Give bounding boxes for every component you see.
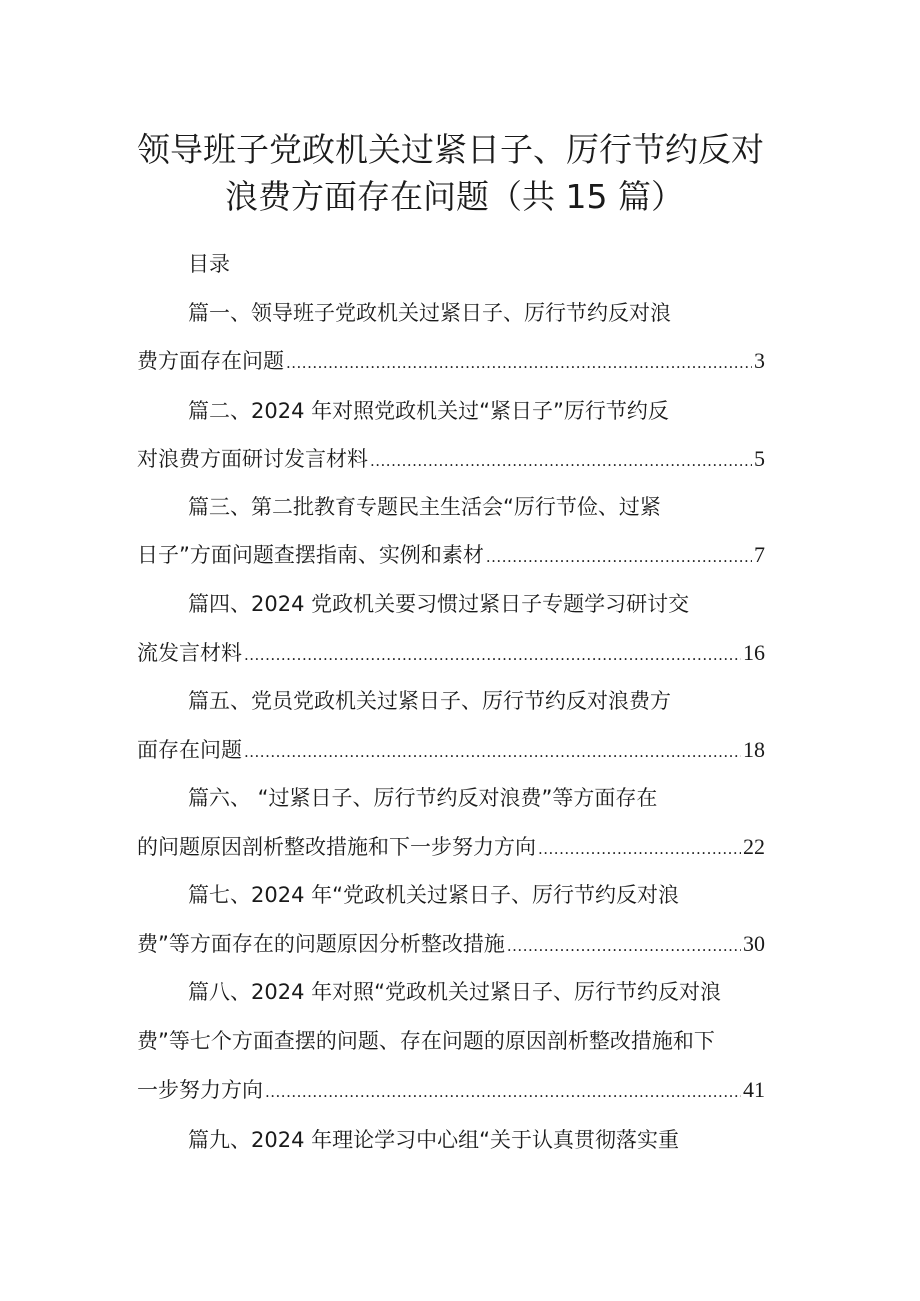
toc-entry-7-page: 30 xyxy=(743,931,765,956)
toc-leader-dots xyxy=(507,930,741,962)
toc-entry-3-line-2[interactable] xyxy=(137,539,765,573)
toc-entry-5-text: 面存在问题 xyxy=(137,738,242,762)
toc-entry-9-line-1[interactable]: 篇九、2024 年理论学习中心组“关于认真贯彻落实重 xyxy=(188,1128,679,1152)
toc-entry-7-text: 费”等方面存在的问题原因分析整改措施 xyxy=(137,932,505,956)
toc-entry-1-page: 3 xyxy=(754,348,765,373)
toc-entry-5-line-2[interactable] xyxy=(137,734,765,768)
toc-leader-dots xyxy=(370,445,752,477)
toc-entry-1-line-1[interactable]: 篇一、领导班子党政机关过紧日子、厉行节约反对浪 xyxy=(188,301,671,325)
toc-entry-6-line-1[interactable]: 篇六、 “过紧日子、厉行节约反对浪费”等方面存在 xyxy=(188,786,658,810)
toc-entry-4-page: 16 xyxy=(743,640,765,665)
toc-entry-1-text: 费方面存在问题 xyxy=(137,349,284,373)
toc-leader-dots xyxy=(538,833,741,865)
toc-entry-8-line-1[interactable]: 篇八、2024 年对照“党政机关过紧日子、厉行节约反对浪 xyxy=(188,980,721,1004)
toc-entry-2-line-2[interactable] xyxy=(137,443,765,477)
toc-entry-2-line-1[interactable]: 篇二、2024 年对照党政机关过“紧日子”厉行节约反 xyxy=(188,399,669,423)
toc-entry-7-line-2[interactable] xyxy=(137,928,765,962)
toc-entry-7-line-1[interactable]: 篇七、2024 年“党政机关过紧日子、厉行节约反对浪 xyxy=(188,883,679,907)
toc-entry-8-text: 一步努力方向 xyxy=(137,1078,263,1102)
toc-entry-4-line-1[interactable]: 篇四、2024 党政机关要习惯过紧日子专题学习研讨交 xyxy=(188,592,690,616)
toc-entry-3-text: 日子”方面问题查摆指南、实例和素材 xyxy=(137,543,484,567)
toc-leader-dots xyxy=(286,347,752,379)
toc-entry-3-line-1[interactable]: 篇三、第二批教育专题民主生活会“厉行节俭、过紧 xyxy=(188,495,661,519)
toc-leader-dots xyxy=(486,541,752,573)
toc-leader-dots xyxy=(244,736,741,768)
toc-entry-6-text: 的问题原因剖析整改措施和下一步努力方向 xyxy=(137,835,536,859)
toc-entry-4-text: 流发言材料 xyxy=(137,641,242,665)
toc-leader-dots xyxy=(265,1076,741,1108)
toc-entry-5-line-1[interactable]: 篇五、党员党政机关过紧日子、厉行节约反对浪费方 xyxy=(188,689,671,713)
toc-leader-dots xyxy=(244,639,741,671)
document-title-line-2: 浪费方面存在问题（共 15 篇） xyxy=(225,177,684,216)
toc-entry-2-text: 对浪费方面研讨发言材料 xyxy=(137,447,368,471)
toc-entry-5-page: 18 xyxy=(743,737,765,762)
toc-entry-1-line-2[interactable] xyxy=(137,345,765,379)
toc-entry-4-line-2[interactable] xyxy=(137,637,765,671)
toc-entry-2-page: 5 xyxy=(754,446,765,471)
toc-entry-8-line-3[interactable] xyxy=(137,1074,765,1108)
toc-heading: 目录 xyxy=(188,252,230,276)
toc-entry-6-page: 22 xyxy=(743,834,765,859)
toc-entry-3-page: 7 xyxy=(754,542,765,567)
toc-entry-8-line-2[interactable]: 费”等七个方面查摆的问题、存在问题的原因剖析整改措施和下 xyxy=(137,1029,715,1053)
toc-entry-6-line-2[interactable] xyxy=(137,831,765,865)
document-title-line-1: 领导班子党政机关过紧日子、厉行节约反对 xyxy=(137,130,764,169)
toc-entry-8-page: 41 xyxy=(743,1077,765,1102)
